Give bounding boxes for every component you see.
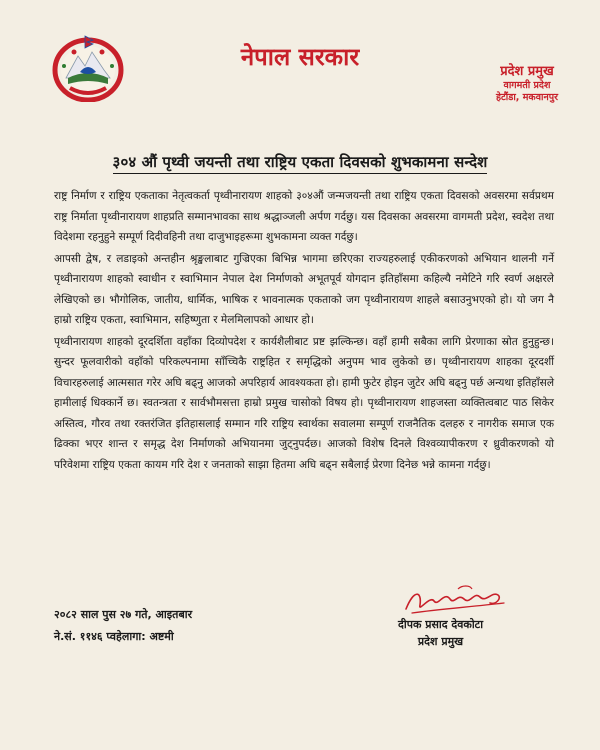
signatory-title: प्रदेश प्रमुख xyxy=(417,635,464,648)
message-headline-text: ३०४ औं पृथ्वी जयन्ती तथा राष्ट्रिय एकता दिवसको शुभकामना सन्देश xyxy=(113,153,488,174)
office-title: प्रदेश प्रमुख xyxy=(500,64,554,79)
message-headline xyxy=(0,152,600,172)
date-line: २०८२ साल पुस २७ गते, आइतबार xyxy=(54,608,193,621)
body-paragraph-1: राष्ट्र निर्माण र राष्ट्रिय एकताका नेतृत्वकर्ता पृथ्वीनारायण शाहको ३०४औं जन्मजयन्ती तथा राष्ट्रिय एकता दिवसको अवसरमा सर्वप्रथम राष्ट्र निर्माता पृथ्वीनारायण शाहप्रति सम्मानभावका साथ श्रद्धाञ्जली अर्पण गर्दछु। यस दिवसका अवसरमा वागमती प्रदेश, स्वदेश तथा विदेशमा रहनुहुने सम्पूर्ण दिदीवहिनी तथा दाजुभाइहरूमा शुभकामना व्यक्त गर्दछु। xyxy=(54,190,554,243)
government-title: नेपाल सरकार xyxy=(240,43,360,71)
body-paragraph-2: आपसी द्वेष, र लडाइको अन्तहीन श्रृङ्खलाबाट गुज्रिएका बिभिन्न भागमा छरिएका राज्यहरुलाई एकीकरणको अभियान थालनी गर्ने पृथ्वीनारायण शाहको स्वाधीन र स्वाभिमान नेपाल देश निर्माणको अभूतपूर्व योगदान इतिहाँसमा कहिल्यै नमेटिने गरि स्वर्ण अक्षरले लेखिएको छ। भौगोलिक, जातीय, धार्मिक, भाषिक र भावनात्मक एकताको जग पृथ्वीनारायण शाहले बसाउनुभएको हो। यो जग नै हाम्रो राष्ट्रिय एकता, स्वाभिमान, सहिष्णुता र मेलमिलापको आधार हो। xyxy=(54,252,554,326)
body-paragraph-3: पृथ्वीनारायण शाहको दूरदर्शिता वहाँका दिव्योपदेश र कार्यशैलीबाट प्रष्ट झल्किन्छ। वहाँ हामी सबैका लागि प्रेरणाका स्रोत हुनुहुन्छ। सुन्दर फूलवारीको वहाँको परिकल्पनामा साँच्चिकै राष्ट्रहित र समृद्धिको अनुपम भाव लुकेको छ। पृथ्वीनारायण शाहका दूरदर्शी विचारहरुलाई आत्मसात गरेर अघि बढ्नु आजको अपरिहार्य आवश्यकता हो। हामी फुटेर होइन जुटेर अघि बढ्नु पर्छ अन्यथा इतिहाँसले हामीलाई धिक्कार्ने छ। स्वतन्त्रता र सार्वभौमसत्ता हाम्रो प्रमुख चासोको विषय हो। पृथ्वीनारायण शाहजस्ता व्यक्तित्वबाट पाठ सिकेर अस्तित्व, गौरव तथा रक्तरंजित इतिहासलाई सम्मान गरि राष्ट्रिय स्वार्थका सवालमा सम्पूर्ण राजनैतिक दलहरु र नागरीक समाज एक ढिक्का भएर शान्त र समृद्ध देश निर्माणको अभियानमा जुट्नुपर्दछ। आजको विशेष दिनले विश्वव्यापीकरण र ध्रुवीकरणको यो परिवेशमा राष्ट्रिय एकता कायम गरि देश र जनताको साझा हितमा अघि बढ्न सबैलाई प्रेरणा दिनेछ भन्ने कामना गर्दछु। xyxy=(54,335,554,471)
date-block xyxy=(54,604,192,648)
office-province: वागमती प्रदेश xyxy=(503,80,551,92)
office-block xyxy=(496,64,558,104)
nepal-sambat-line: ने.सं. ११४६ प्वहेलागा: अष्टमी xyxy=(54,630,174,643)
signatory-block xyxy=(398,616,483,650)
message-body xyxy=(54,186,554,476)
signatory-name: दीपक प्रसाद देवकोटा xyxy=(398,618,484,631)
office-location: हेटौंडा, मकवानपुर xyxy=(495,92,558,104)
handwritten-signature-icon xyxy=(400,583,510,619)
